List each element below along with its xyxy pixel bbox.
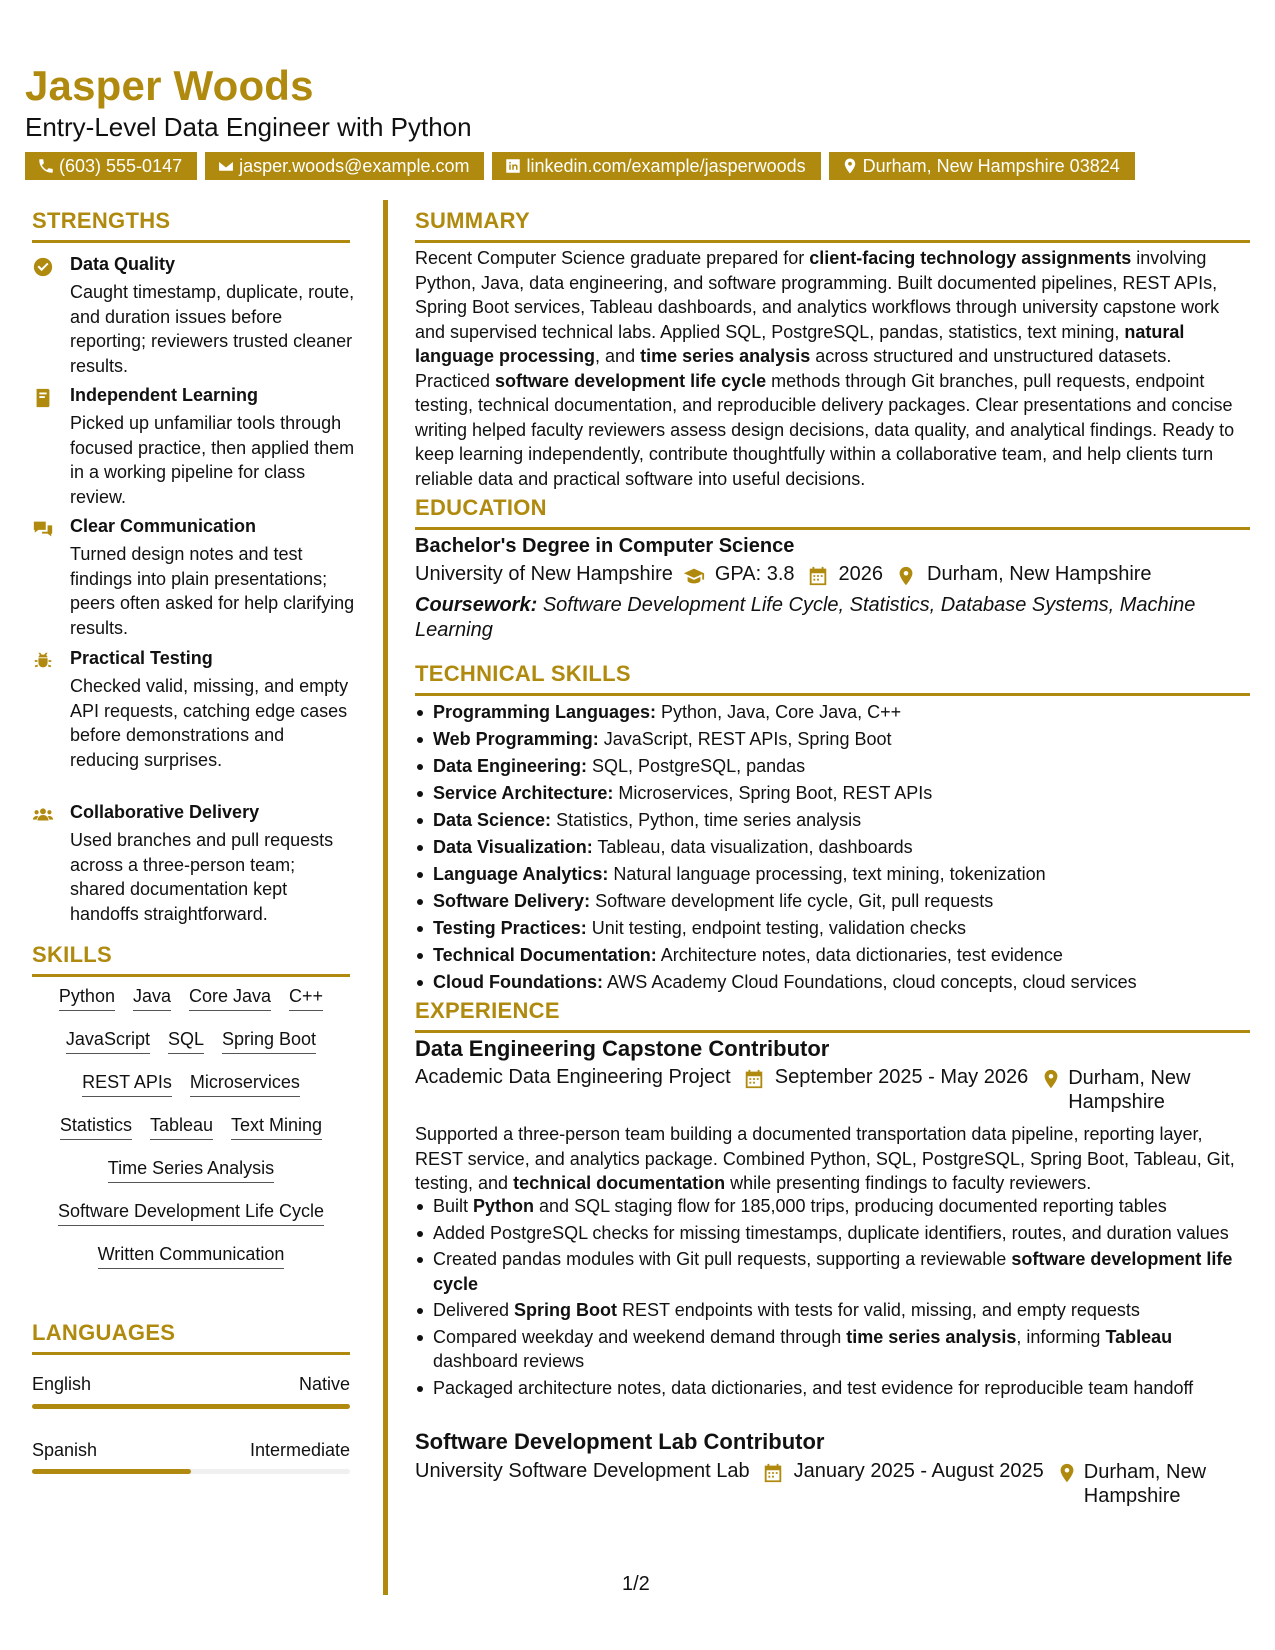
- graduation-cap-icon: [683, 565, 705, 587]
- language-bar: [32, 1469, 350, 1474]
- strength-title: Data Quality: [70, 254, 176, 274]
- skill-tag: Statistics: [60, 1115, 132, 1140]
- linkedin-text: linkedin.com/example/jasperwoods: [526, 156, 806, 176]
- job-bullet: Built Python and SQL staging flow for 185,000 trips, producing documented reporting tables: [415, 1194, 1250, 1219]
- job-dates: September 2025 - May 2026: [774, 1066, 1029, 1088]
- coursework: Coursework: Software Development Life Cycle, Statistics, Database Systems, Machine Learning: [415, 594, 1196, 641]
- skill-row: [32, 1158, 350, 1183]
- comments-icon: [32, 518, 54, 540]
- gpa: GPA: 3.8: [714, 563, 795, 585]
- language-name: Spanish: [32, 1440, 98, 1460]
- skill-tag: C++: [289, 986, 323, 1011]
- language-row: [32, 1374, 350, 1395]
- language-row: [32, 1440, 350, 1461]
- skill-row: [32, 1201, 350, 1226]
- education-location: Durham, New Hampshire: [927, 563, 1152, 585]
- job-location: Durham, New Hampshire: [1068, 1067, 1191, 1113]
- job-bullet: Created pandas modules with Git pull requests, supporting a reviewable software development life cycle: [415, 1247, 1250, 1296]
- technical-skill-item: Cloud Foundations: AWS Academy Cloud Foundations, cloud concepts, cloud services: [415, 969, 1250, 996]
- graduation-year: 2026: [838, 563, 884, 585]
- skill-tag: Tableau: [150, 1115, 213, 1140]
- calendar-icon: [762, 1462, 784, 1484]
- skill-tag: Text Mining: [231, 1115, 322, 1140]
- skill-row: [32, 986, 350, 1011]
- skill-tag: Microservices: [190, 1072, 300, 1097]
- job-summary: Supported a three-person team building a documented transportation data pipeline, reporting layer, REST service, and analytics package. Combined Python, SQL, PostgreSQL, Spring Boot, Tableau, Git, testing, and technical documentation while presenting findings to faculty reviewers.: [415, 1124, 1235, 1193]
- skill-tag: Software Development Life Cycle: [58, 1201, 324, 1226]
- envelope-icon: [217, 157, 235, 175]
- strengths-heading: STRENGTHS: [32, 208, 350, 243]
- skill-row: [32, 1244, 350, 1269]
- check-circle-icon: [32, 256, 54, 278]
- skill-row: [32, 1115, 350, 1140]
- skill-row: [32, 1029, 350, 1054]
- page-number: 1/2: [622, 1573, 650, 1595]
- job-bullet: Delivered Spring Boot REST endpoints with tests for valid, missing, and empty requests: [415, 1298, 1250, 1323]
- technical-skill-item: Data Visualization: Tableau, data visualization, dashboards: [415, 834, 1250, 861]
- strength-title: Clear Communication: [70, 516, 257, 536]
- job-meta: [415, 1460, 1250, 1508]
- skill-row: [32, 1072, 350, 1097]
- technical-skill-item: Software Delivery: Software development life cycle, Git, pull requests: [415, 888, 1250, 915]
- technical-skills-heading: TECHNICAL SKILLS: [415, 661, 1250, 696]
- map-pin-icon: [895, 565, 917, 587]
- summary-text: Recent Computer Science graduate prepared for client-facing technology assignments involving Python, Java, data engineering, and software programming. Built documented pipelines, REST APIs, Spring Boot services, Tableau dashboards, and analytics workflows through university capstone work and supervised technical labs. Applied SQL, PostgreSQL, pandas, statistics, text mining, natural language processing, and time series analysis across structured and unstructured datasets. Practiced software development life cycle methods through Git branches, pull requests, endpoint testing, technical documentation, and reproducible delivery packages. Clear presentations and concise writing helped faculty reviewers assess design decisions, data quality, and analytical findings. Ready to keep learning independently, contribute thoughtfully within a collaborative team, and help clients turn reliable data and practical software into useful decisions.: [415, 248, 1235, 489]
- job-org: University Software Development Lab: [415, 1460, 750, 1482]
- users-icon: [32, 804, 54, 826]
- technical-skill-item: Programming Languages: Python, Java, Core Java, C++: [415, 699, 1250, 726]
- calendar-icon: [807, 565, 829, 587]
- language-bar-fill: [32, 1404, 350, 1409]
- skill-tag: Core Java: [189, 986, 271, 1011]
- job-location: Durham, New Hampshire: [1083, 1461, 1207, 1507]
- contact-linkedin[interactable]: [492, 152, 820, 180]
- skill-tag: Python: [59, 986, 115, 1011]
- calendar-icon: [743, 1068, 765, 1090]
- email-text: jasper.woods@example.com: [239, 156, 470, 176]
- technical-skill-item: Service Architecture: Microservices, Spring Boot, REST APIs: [415, 780, 1250, 807]
- location-text: Durham, New Hampshire 03824: [862, 156, 1120, 176]
- education-meta: [415, 563, 1250, 587]
- map-pin-icon: [1056, 1462, 1078, 1484]
- strength-desc: Used branches and pull requests across a three-person team; shared documentation kept handoffs straightforward.: [70, 830, 334, 924]
- strength-title: Independent Learning: [70, 385, 259, 405]
- job-org: Academic Data Engineering Project: [415, 1066, 731, 1088]
- languages-heading: LANGUAGES: [32, 1320, 350, 1355]
- language-bar-fill: [32, 1469, 191, 1474]
- candidate-name: Jasper Woods: [25, 62, 314, 109]
- language-bar: [32, 1404, 350, 1409]
- contact-phone[interactable]: [25, 152, 197, 180]
- strength-title: Practical Testing: [70, 648, 213, 668]
- summary-heading: SUMMARY: [415, 208, 1250, 243]
- strength-desc: Checked valid, missing, and empty API requests, catching edge cases before demonstrations and reducing surprises.: [70, 676, 349, 770]
- language-level: Intermediate: [249, 1440, 350, 1460]
- experience-heading: EXPERIENCE: [415, 998, 1250, 1033]
- skills-heading: SKILLS: [32, 942, 350, 977]
- degree-name: Bachelor's Degree in Computer Science: [415, 535, 795, 557]
- contact-email[interactable]: [205, 152, 484, 180]
- technical-skill-item: Web Programming: JavaScript, REST APIs, Spring Boot: [415, 726, 1250, 753]
- technical-skill-item: Technical Documentation: Architecture notes, data dictionaries, test evidence: [415, 942, 1250, 969]
- language-level: Native: [298, 1374, 350, 1394]
- job-title: Entry-Level Data Engineer with Python: [25, 112, 472, 142]
- language-name: English: [32, 1374, 92, 1394]
- map-pin-icon: [841, 157, 859, 175]
- column-divider: [383, 200, 388, 1595]
- skill-tag: JavaScript: [66, 1029, 150, 1054]
- skill-tag: REST APIs: [82, 1072, 172, 1097]
- technical-skill-item: Data Science: Statistics, Python, time series analysis: [415, 807, 1250, 834]
- education-heading: EDUCATION: [415, 495, 1250, 530]
- school-name: University of New Hampshire: [415, 563, 673, 585]
- contact-bar: [25, 152, 1135, 180]
- book-icon: [32, 387, 54, 409]
- technical-skill-item: Data Engineering: SQL, PostgreSQL, pandas: [415, 753, 1250, 780]
- technical-skills-list: [415, 699, 1250, 996]
- job-meta: [415, 1066, 1250, 1114]
- job-title-2: Software Development Lab Contributor: [415, 1429, 825, 1454]
- strength-desc: Turned design notes and test findings into plain presentations; peers often asked for help clarifying results.: [70, 544, 355, 638]
- job-bullet: Packaged architecture notes, data dictionaries, and test evidence for reproducible team handoff: [415, 1376, 1250, 1401]
- bug-icon: [32, 650, 54, 672]
- job-bullets: [415, 1194, 1250, 1402]
- job-dates: January 2025 - August 2025: [793, 1460, 1044, 1482]
- job-bullet: Added PostgreSQL checks for missing timestamps, duplicate identifiers, routes, and duration values: [415, 1221, 1250, 1246]
- phone-text: (603) 555-0147: [59, 156, 183, 176]
- technical-skill-item: Testing Practices: Unit testing, endpoint testing, validation checks: [415, 915, 1250, 942]
- skill-tag: Time Series Analysis: [108, 1158, 274, 1183]
- strength-title: Collaborative Delivery: [70, 802, 260, 822]
- job-title-1: Data Engineering Capstone Contributor: [415, 1036, 830, 1061]
- linkedin-icon: [504, 157, 522, 175]
- strength-desc: Picked up unfamiliar tools through focused practice, then applied them in a working pipeline for class review.: [70, 413, 355, 507]
- skill-tag: Spring Boot: [222, 1029, 316, 1054]
- strength-desc: Caught timestamp, duplicate, route, and duration issues before reporting; reviewers trusted cleaner results.: [70, 282, 355, 376]
- skill-tag: Written Communication: [98, 1244, 285, 1269]
- skill-tag: Java: [133, 986, 171, 1011]
- phone-icon: [37, 157, 55, 175]
- map-pin-icon: [1040, 1068, 1062, 1090]
- job-bullet: Compared weekday and weekend demand through time series analysis, informing Tableau dashboard reviews: [415, 1325, 1250, 1374]
- skill-tag: SQL: [168, 1029, 204, 1054]
- contact-location[interactable]: [829, 152, 1135, 180]
- technical-skill-item: Language Analytics: Natural language processing, text mining, tokenization: [415, 861, 1250, 888]
